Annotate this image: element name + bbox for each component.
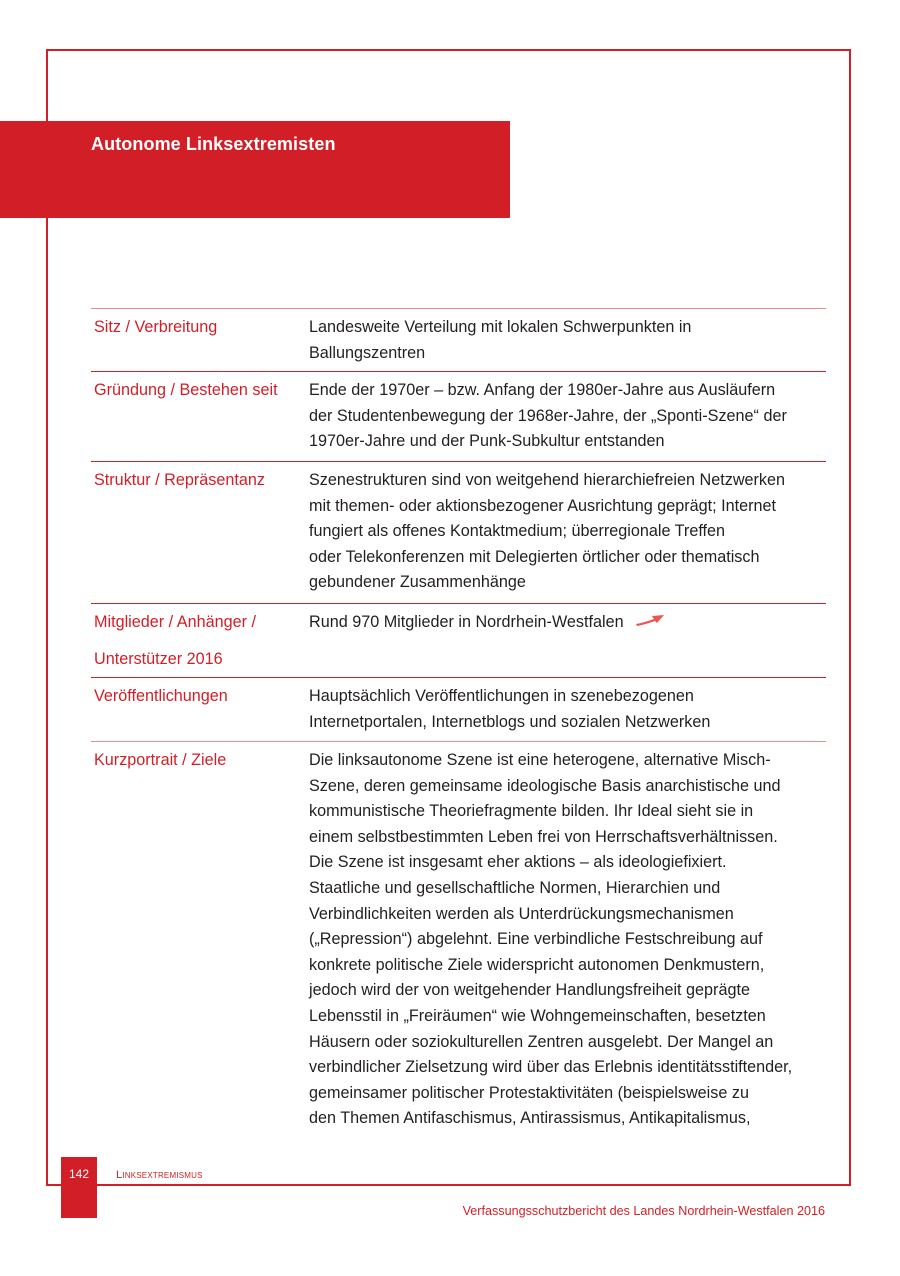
value-line: fungiert als offenes Kontaktmedium; überregionale Treffen <box>309 522 726 541</box>
value-line: Ende der 1970er – bzw. Anfang der 1980er-Jahre aus Ausläufern <box>309 381 776 399</box>
row-value <box>309 468 826 597</box>
row-label <box>91 604 309 671</box>
value-line: gemeinsamer politischer Protestaktivitäten (beispielsweise zu <box>309 1083 749 1102</box>
section-banner <box>0 121 510 218</box>
value-line: Landesweite Verteilung mit lokalen Schwerpunkten in <box>309 318 692 336</box>
row-value <box>309 684 826 735</box>
value-line: Die linksautonome Szene ist eine heterogene, alternative Misch- <box>309 751 771 769</box>
table-row-struktur <box>91 461 826 603</box>
value-line: Häusern oder soziokulturellen Zentren ausgelebt. Der Mangel an <box>309 1032 774 1051</box>
label-line: Mitglieder / Anhänger / <box>94 613 256 631</box>
table-row-gruendung <box>91 371 826 461</box>
row-value <box>309 748 826 1132</box>
value-line: konkrete politische Ziele widerspricht autonomen Denkmustern, <box>309 955 765 974</box>
row-value <box>309 610 826 671</box>
table-row-kurzportrait <box>91 741 826 1138</box>
value-line: 1970er-Jahre und der Punk-Subkultur entstanden <box>309 432 665 451</box>
row-label: Veröffentlichungen <box>94 687 228 705</box>
publication-title: Verfassungsschutzbericht des Landes Nordrhein-Westfalen 2016 <box>462 1204 825 1218</box>
page-number-box <box>61 1157 97 1218</box>
value-line: oder Telekonferenzen mit Delegierten örtlicher oder thematisch <box>309 547 760 566</box>
value-line: („Repression“) abgelehnt. Eine verbindliche Festschreibung auf <box>309 930 763 949</box>
value-line: Szene, deren gemeinsame ideologische Basis anarchistische und <box>309 776 781 795</box>
row-value <box>309 378 826 455</box>
profile-table <box>91 308 826 1138</box>
value-line: verbindlicher Zielsetzung wird über das Erlebnis identitätsstiftender, <box>309 1058 793 1077</box>
value-line: gebundener Zusammenhänge <box>309 573 526 592</box>
section-title: Autonome Linksextremisten <box>91 134 336 154</box>
row-label: Sitz / Verbreitung <box>94 318 218 336</box>
value-line: mit themen- oder aktionsbezogener Ausrichtung geprägt; Internet <box>309 496 777 515</box>
value-line: Ballungszentren <box>309 343 426 362</box>
value-line: den Themen Antifaschismus, Antirassismus, Antikapitalismus, <box>309 1109 751 1128</box>
member-count-text: Rund 970 Mitglieder in Nordrhein-Westfalen <box>309 613 624 632</box>
table-row-sitz <box>91 308 826 371</box>
row-label: Gründung / Bestehen seit <box>94 381 278 399</box>
value-line: Szenestrukturen sind von weitgehend hierarchiefreien Netzwerken <box>309 471 785 489</box>
value-line: der Studentenbewegung der 1968er-Jahre, der „Sponti-Szene“ der <box>309 406 787 425</box>
label-line: Unterstützer 2016 <box>94 650 223 668</box>
value-line: kommunistische Theoriefragmente bilden. Ihr Ideal sieht sie in <box>309 802 754 821</box>
row-label: Struktur / Repräsentanz <box>94 471 265 489</box>
value-line: einem selbstbestimmten Leben frei von Herrschaftsverhältnissen. <box>309 827 778 846</box>
value-line: Die Szene ist insgesamt eher aktions – als ideologiefixiert. <box>309 853 727 872</box>
table-row-veroeffentlichungen <box>91 677 826 741</box>
value-line: Hauptsächlich Veröffentlichungen in szenebezogenen <box>309 687 694 705</box>
page-number: 142 <box>68 1167 90 1181</box>
table-row-mitglieder <box>91 603 826 677</box>
value-line: Staatliche und gesellschaftliche Normen, Hierarchien und <box>309 878 721 897</box>
running-section-name: Linksextremismus <box>116 1169 203 1181</box>
trend-up-arrow-icon <box>634 610 666 636</box>
value-line: Internetportalen, Internetblogs und sozialen Netzwerken <box>309 712 711 731</box>
value-line: jedoch wird der von weitgehender Handlungsfreiheit geprägte <box>309 981 750 1000</box>
value-line: Lebensstil in „Freiräumen“ wie Wohngemeinschaften, besetzten <box>309 1006 766 1025</box>
value-line: Verbindlichkeiten werden als Unterdrückungsmechanismen <box>309 904 734 923</box>
row-value <box>309 315 826 365</box>
value-line <box>309 610 826 636</box>
row-label: Kurzportrait / Ziele <box>94 751 227 769</box>
